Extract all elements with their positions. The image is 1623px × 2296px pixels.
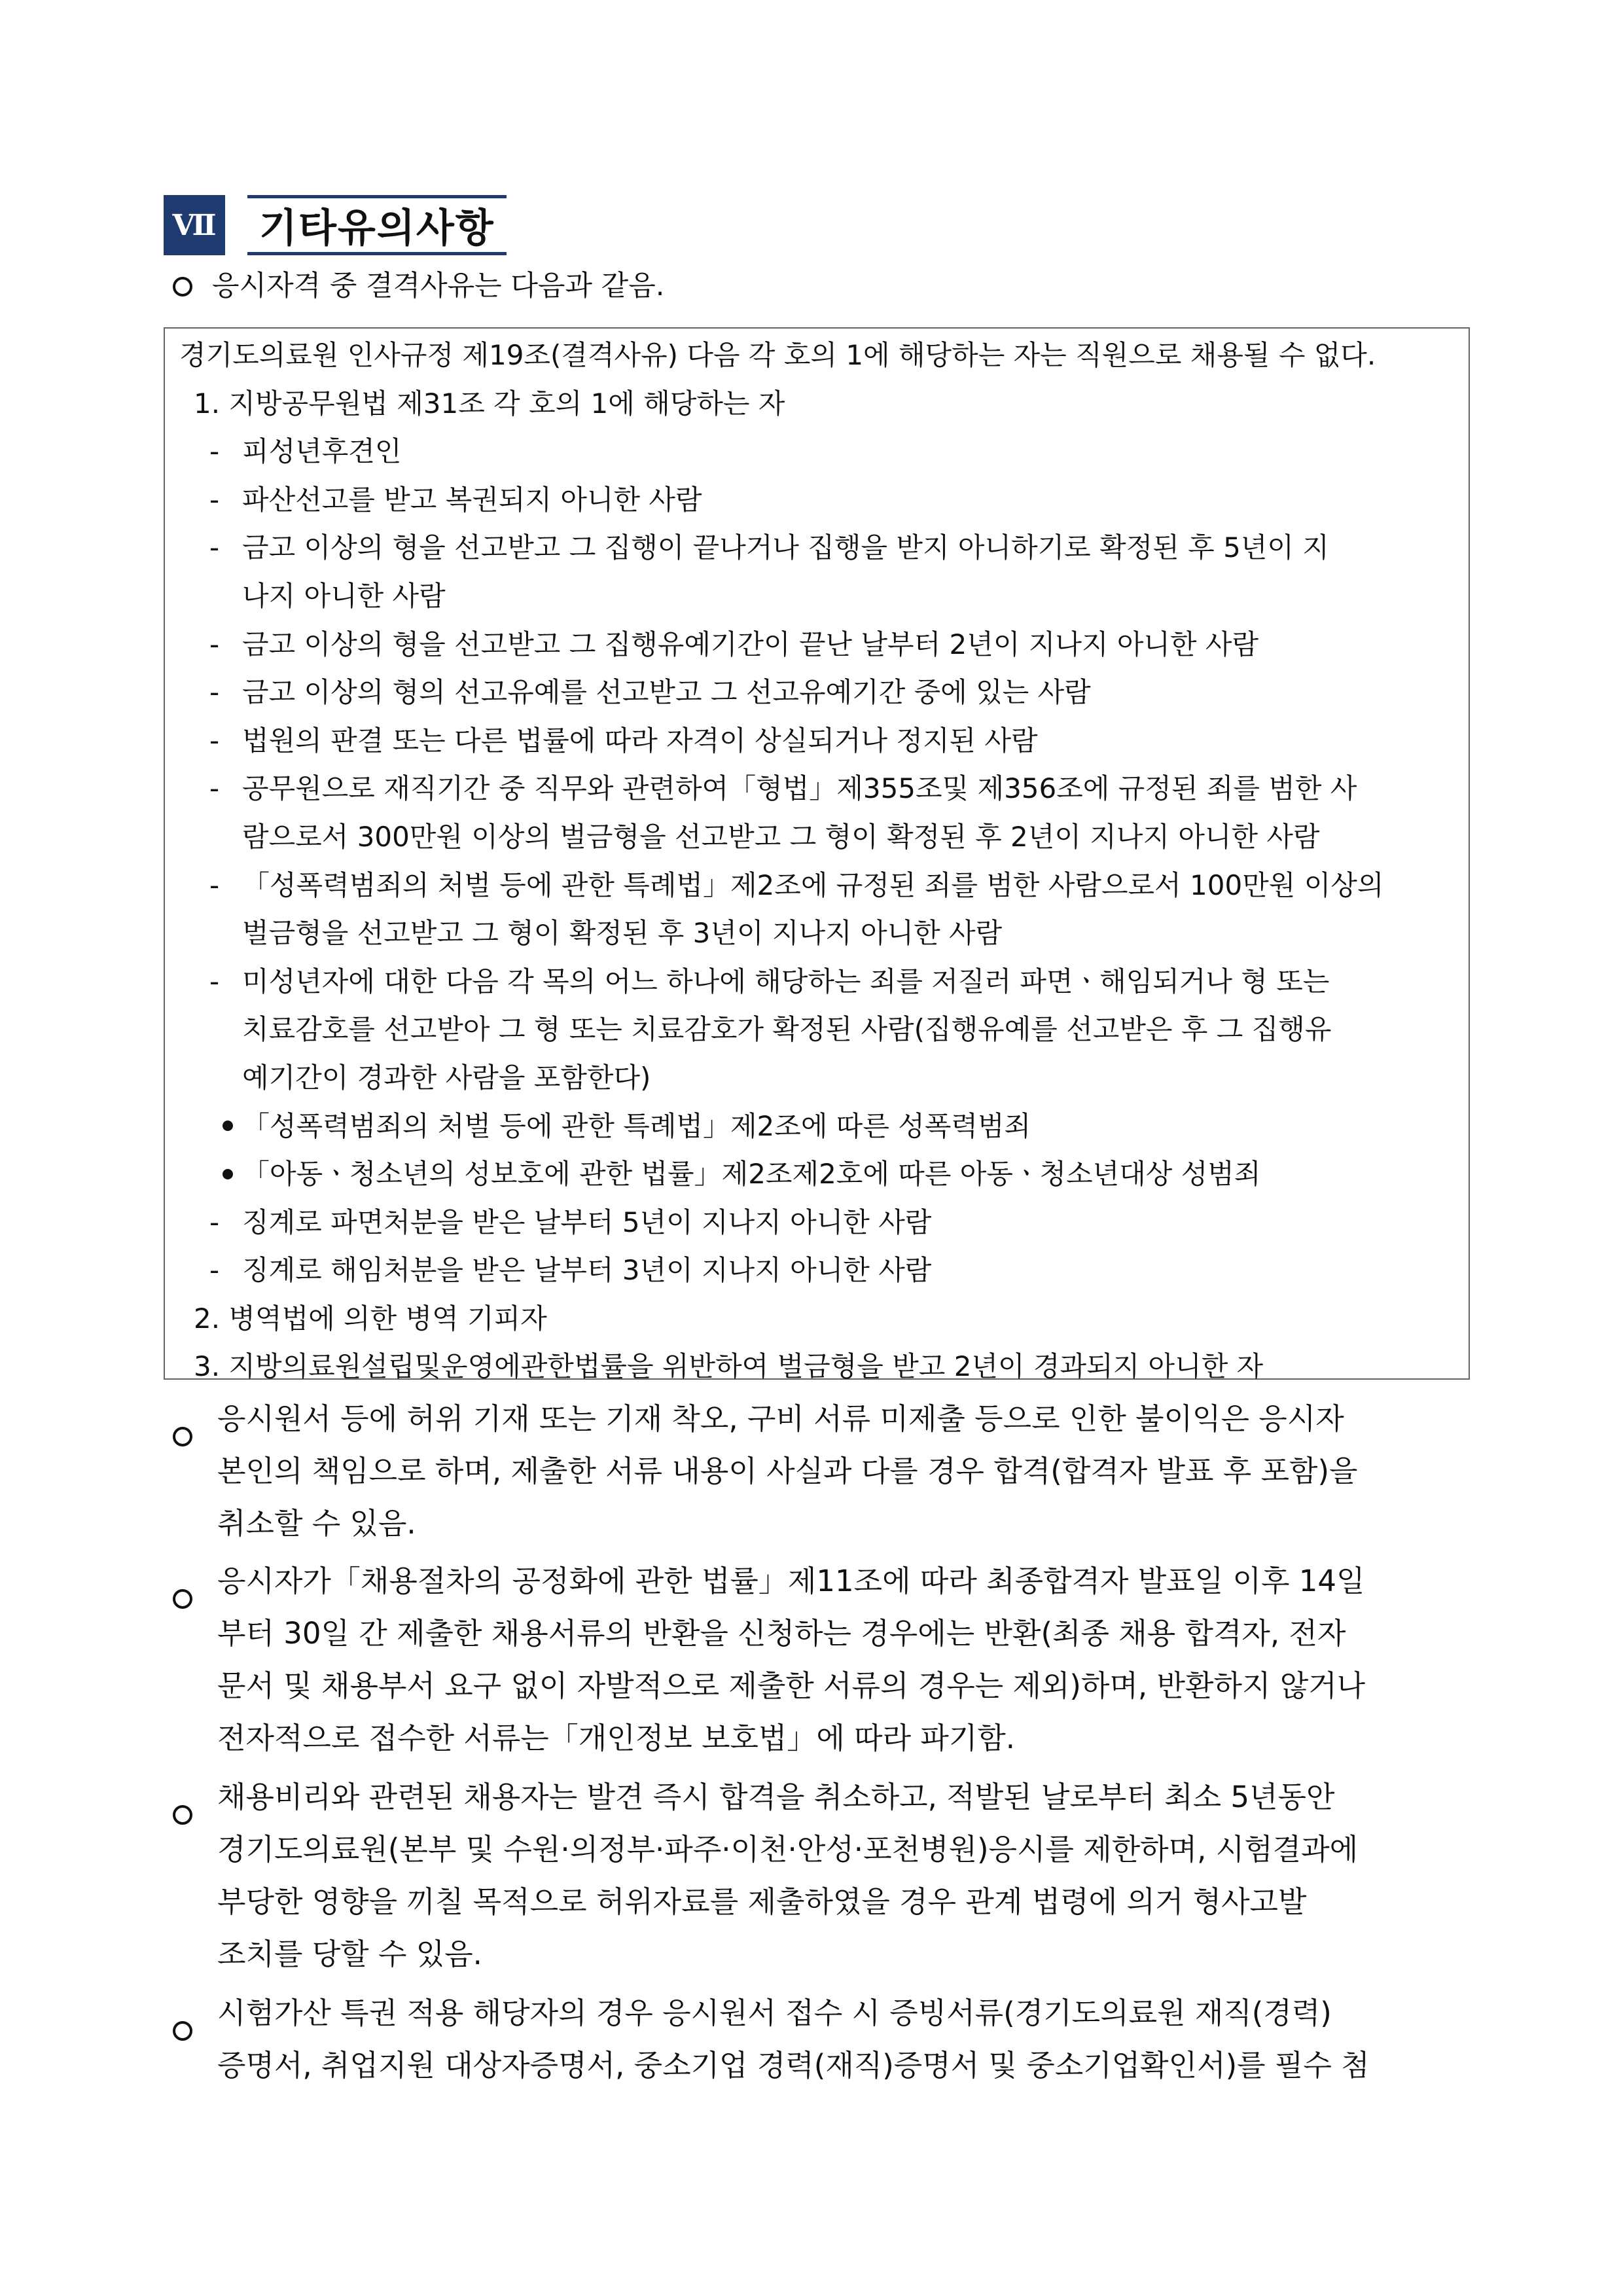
paragraph-line: 시험가산 특권 적용 해당자의 경우 응시원서 접수 시 증빙서류(경기도의료원 재직(경력) <box>217 1996 1332 2030</box>
dash-item-text: 금고 이상의 형의 선고유예를 선고받고 그 선고유예기간 중에 있는 사람 <box>242 676 1091 709</box>
bullet-item <box>178 1102 1455 1151</box>
paragraph-line: 증명서, 취업지원 대상자증명서, 중소기업 경력(재직)증명서 및 중소기업확인서)를 필수 첨 <box>217 2048 1370 2083</box>
dash-item-text: 람으로서 300만원 이상의 벌금형을 선고받고 그 형이 확정된 후 2년이 지나지 아니한 사람 <box>242 820 1320 853</box>
section-number-badge: Ⅶ <box>164 195 225 255</box>
dash-item <box>178 861 1455 958</box>
circle-bullet-icon <box>173 277 192 296</box>
section-title: 기타유의사항 <box>259 206 495 251</box>
dash-mark: - <box>209 628 220 660</box>
notice-paragraph-4 <box>173 1987 1475 2092</box>
paragraph-line: 조치를 당할 수 있음. <box>217 1937 482 1971</box>
bullet-dot-icon <box>223 1169 233 1179</box>
dash-mark: - <box>209 1254 220 1287</box>
paragraph-line: 응시자가「채용절차의 공정화에 관한 법률」제11조에 따라 최종합격자 발표일 이후 14일 <box>217 1564 1365 1598</box>
paragraph-line: 전자적으로 접수한 서류는「개인정보 보호법」에 따라 파기함. <box>217 1721 1016 1755</box>
paragraph-line: 문서 및 채용부서 요구 없이 자발적으로 제출한 서류의 경우는 제외)하며, 반환하지 않거나 <box>217 1668 1366 1703</box>
notice-paragraph-2 <box>173 1555 1475 1765</box>
bullet-item-text: 「성폭력범죄의 처벌 등에 관한 특례법」제2조에 따른 성폭력범죄 <box>242 1109 1031 1142</box>
dash-item <box>178 476 1455 524</box>
dash-item-text: 「성폭력범죄의 처벌 등에 관한 특례법」제2조에 규정된 죄를 범한 사람으로서 100만원 이상의 <box>242 869 1384 901</box>
dash-item <box>178 427 1455 476</box>
paragraph-line: 부당한 영향을 끼칠 목적으로 허위자료를 제출하였을 경우 관계 법령에 의거 형사고발 <box>217 1884 1307 1919</box>
dash-mark: - <box>209 772 220 805</box>
dash-item <box>178 524 1455 620</box>
dash-item <box>178 958 1455 1102</box>
paragraph-line: 경기도의료원(본부 및 수원·의정부·파주·이천·안성·포천병원)응시를 제한하며, 시험결과에 <box>217 1832 1359 1867</box>
notice-paragraph-3 <box>173 1771 1475 1981</box>
intro-line <box>173 264 664 308</box>
numbered-item-2: 2. 병역법에 의한 병역 기피자 <box>194 1302 547 1335</box>
dash-item <box>178 668 1455 717</box>
dash-item-text: 법원의 판결 또는 다른 법률에 따라 자격이 상실되거나 정지된 사람 <box>242 724 1038 757</box>
paragraph-line: 본인의 책임으로 하며, 제출한 서류 내용이 사실과 다를 경우 합격(합격자 발표 후 포함)을 <box>217 1454 1358 1488</box>
circle-bullet-icon <box>173 1589 192 1609</box>
bullet-item <box>178 1150 1455 1198</box>
dash-item-text: 예기간이 경과한 사람을 포함한다) <box>242 1061 651 1094</box>
dash-item-text: 금고 이상의 형을 선고받고 그 집행유예기간이 끝난 날부터 2년이 지나지 아니한 사람 <box>242 628 1259 660</box>
dash-item-text: 피성년후견인 <box>242 435 402 468</box>
dash-item-text: 징계로 해임처분을 받은 날부터 3년이 지나지 아니한 사람 <box>242 1254 932 1287</box>
dash-mark: - <box>209 965 220 997</box>
dash-item <box>178 717 1455 765</box>
disqualification-box <box>164 327 1470 1383</box>
circle-bullet-icon <box>173 1427 192 1446</box>
dash-mark: - <box>209 483 220 516</box>
circle-bullet-icon <box>173 2021 192 2041</box>
paragraph-line: 채용비리와 관련된 채용자는 발견 즉시 합격을 취소하고, 적발된 날로부터 최소 5년동안 <box>217 1780 1335 1814</box>
dash-mark: - <box>209 531 220 564</box>
section-header <box>164 195 507 255</box>
numbered-item-1: 1. 지방공무원법 제31조 각 호의 1에 해당하는 자 <box>194 387 785 420</box>
dash-mark: - <box>209 1206 220 1238</box>
numbered-item-3: 3. 지방의료원설립및운영에관한법률을 위반하여 벌금형을 받고 2년이 경과되지 아니한 자 <box>194 1350 1264 1383</box>
paragraph-line: 부터 30일 간 제출한 채용서류의 반환을 신청하는 경우에는 반환(최종 채용 합격자, 전자 <box>217 1616 1346 1651</box>
dash-item-text: 금고 이상의 형을 선고받고 그 집행이 끝나거나 집행을 받지 아니하기로 확정된 후 5년이 지 <box>242 531 1329 564</box>
dash-mark: - <box>209 435 220 468</box>
dash-item-text: 공무원으로 재직기간 중 직무와 관련하여「형법」제355조및 제356조에 규정된 죄를 범한 사 <box>242 772 1357 805</box>
notice-paragraph-1 <box>173 1393 1475 1550</box>
dash-item <box>178 620 1455 669</box>
dash-item-text: 파산선고를 받고 복권되지 아니한 사람 <box>242 483 702 516</box>
dash-item-text: 나지 아니한 사람 <box>242 579 446 612</box>
section-title-frame <box>247 195 507 255</box>
paragraph-line: 응시원서 등에 허위 기재 또는 기재 착오, 구비 서류 미제출 등으로 인한 불이익은 응시자 <box>217 1401 1344 1436</box>
bullet-dot-icon <box>223 1121 233 1131</box>
dash-item <box>178 1198 1455 1247</box>
bullet-item-text: 「아동ㆍ청소년의 성보호에 관한 법률」제2조제2호에 따른 아동ㆍ청소년대상 성범죄 <box>242 1158 1261 1191</box>
dash-item <box>178 1246 1455 1295</box>
dash-item-text: 벌금형을 선고받고 그 형이 확정된 후 3년이 지나지 아니한 사람 <box>242 917 1003 950</box>
dash-item <box>178 764 1455 861</box>
dash-mark: - <box>209 724 220 757</box>
paragraph-line: 취소할 수 있음. <box>217 1506 416 1541</box>
intro-text: 응시자격 중 결격사유는 다음과 같음. <box>212 270 665 302</box>
dash-mark: - <box>209 676 220 709</box>
circle-bullet-icon <box>173 1805 192 1825</box>
box-heading: 경기도의료원 인사규정 제19조(결격사유) 다음 각 호의 1에 해당하는 자는 직원으로 채용될 수 없다. <box>179 339 1376 371</box>
dash-item-text: 치료감호를 선고받아 그 형 또는 치료감호가 확정된 사람(집행유예를 선고받은 후 그 집행유 <box>242 1013 1332 1046</box>
dash-item-text: 징계로 파면처분을 받은 날부터 5년이 지나지 아니한 사람 <box>242 1206 932 1238</box>
dash-mark: - <box>209 869 220 901</box>
dash-item-text: 미성년자에 대한 다음 각 목의 어느 하나에 해당하는 죄를 저질러 파면ㆍ해임되거나 형 또는 <box>242 965 1330 997</box>
